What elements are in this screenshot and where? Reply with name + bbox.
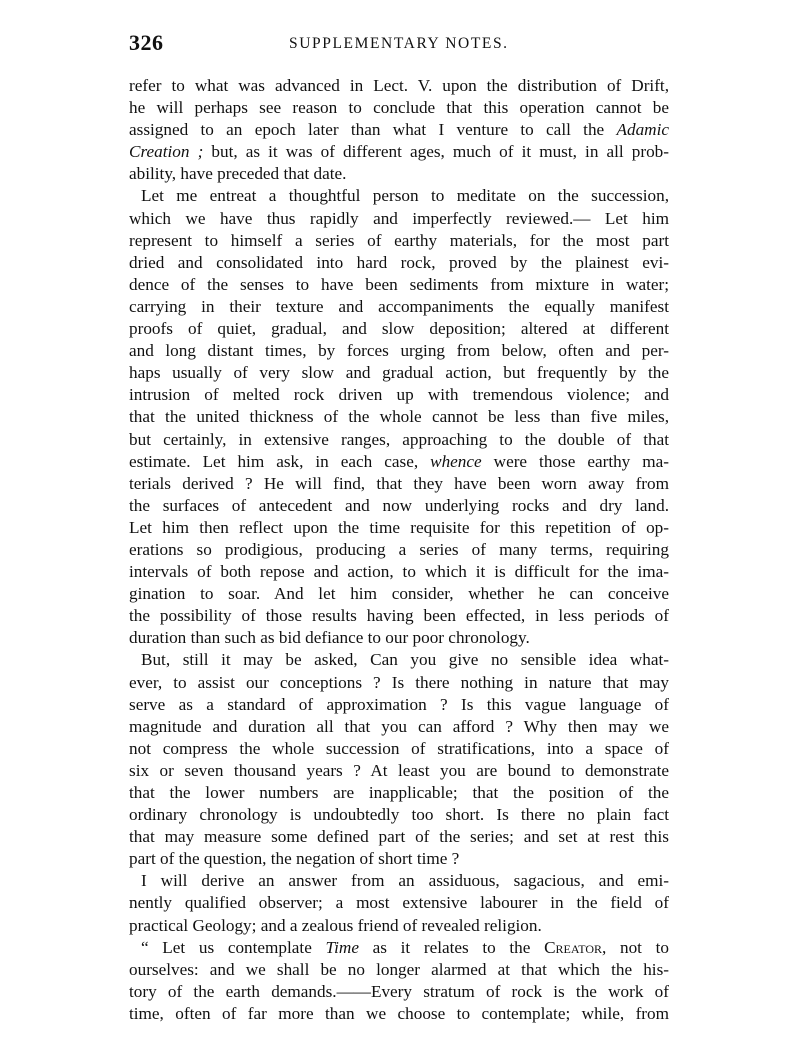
text-line: tory of the earth demands.——Every stratum of rock is the work of <box>129 981 669 1001</box>
text-line: “ Let us contemplate Time as it relates to the Creator, not to <box>141 937 669 957</box>
text-line: ordinary chronology is undoubtedly too short. Is there no plain fact <box>129 805 669 825</box>
text-line: Let me entreat a thoughtful person to meditate on the succession, <box>141 186 669 206</box>
text-line: assigned to an epoch later than what I venture to call the Adamic <box>129 120 669 140</box>
text-line: dence of the senses to have been sediments from mixture in water; <box>129 274 669 294</box>
text-line: represent to himself a series of earthy materials, for the most part <box>129 230 669 250</box>
text-line: not compress the whole succession of stratifications, into a space of <box>129 738 669 758</box>
text-line: the surfaces of antecedent and now underlying rocks and dry land. <box>129 495 669 515</box>
text-line: erations so prodigious, producing a series of many terms, requiring <box>129 539 669 559</box>
running-head <box>129 30 669 60</box>
text-line: and long distant times, by forces urging from below, often and per- <box>129 341 669 361</box>
text-line: haps usually of very slow and gradual action, but frequently by the <box>129 363 669 383</box>
text-line: gination to soar. And let him consider, whether he can conceive <box>129 584 669 604</box>
text-line: Let him then reflect upon the time requisite for this repetition of op- <box>129 517 669 537</box>
text-line: intrusion of melted rock driven up with tremendous violence; and <box>129 385 669 405</box>
text-line: carrying in their texture and accompaniments the equally manifest <box>129 296 669 316</box>
paragraph <box>129 75 669 185</box>
text-line: that may measure some defined part of the series; and set at rest this <box>129 827 669 847</box>
text-line: that the united thickness of the whole cannot be less than five miles, <box>129 407 669 427</box>
paragraph <box>129 870 669 936</box>
text-line: Creation ; but, as it was of different ages, much of it must, in all prob- <box>129 142 669 162</box>
text-line: duration than such as bid defiance to our poor chronology. <box>129 628 530 648</box>
text-line: serve as a standard of approximation ? Is this vague language of <box>129 694 669 714</box>
text-line: magnitude and duration all that you can afford ? Why then may we <box>129 716 669 736</box>
text-line: part of the question, the negation of short time ? <box>129 849 460 869</box>
text-line: nently qualified observer; a most extensive labourer in the field of <box>129 893 669 913</box>
text-line: refer to what was advanced in Lect. V. upon the distribution of Drift, <box>129 76 669 95</box>
text-line: six or seven thousand years ? At least you are bound to demonstrate <box>129 760 669 780</box>
paragraph <box>129 649 669 870</box>
text-line: intervals of both repose and action, to which it is difficult for the ima- <box>129 562 669 582</box>
text-line: ability, have preceded that date. <box>129 164 347 184</box>
text-line: estimate. Let him ask, in each case, whence were those earthy ma- <box>129 451 669 471</box>
text-line: dried and consolidated into hard rock, proved by the plainest evi- <box>129 252 669 272</box>
paragraph <box>129 185 669 649</box>
text-line: practical Geology; and a zealous friend of revealed religion. <box>129 915 542 935</box>
text-line: that the lower numbers are inapplicable; that the position of the <box>129 783 669 802</box>
text-line: terials derived ? He will find, that they have been worn away from <box>129 473 669 493</box>
text-line: the possibility of those results having been effected, in less periods of <box>129 606 669 626</box>
text-line: ourselves: and we shall be no longer alarmed at that which the his- <box>129 959 669 979</box>
text-line: proofs of quiet, gradual, and slow deposition; altered at different <box>129 319 669 339</box>
text-line: which we have thus rapidly and imperfectly reviewed.— Let him <box>129 208 669 228</box>
paragraph <box>129 937 669 1025</box>
text-line: but certainly, in extensive ranges, approaching to the double of that <box>129 429 669 449</box>
text-line: But, still it may be asked, Can you give no sensible idea what- <box>141 650 669 670</box>
text-line: ever, to assist our conceptions ? Is there nothing in nature that may <box>129 672 669 692</box>
running-title: SUPPLEMENTARY NOTES. <box>289 35 509 52</box>
text-line: time, often of far more than we choose to contemplate; while, from <box>129 1003 669 1023</box>
page-number: 326 <box>129 30 164 55</box>
body-text <box>129 75 669 1025</box>
text-line: I will derive an answer from an assiduous, sagacious, and emi- <box>141 871 669 891</box>
text-line: he will perhaps see reason to conclude that this operation cannot be <box>129 98 669 118</box>
